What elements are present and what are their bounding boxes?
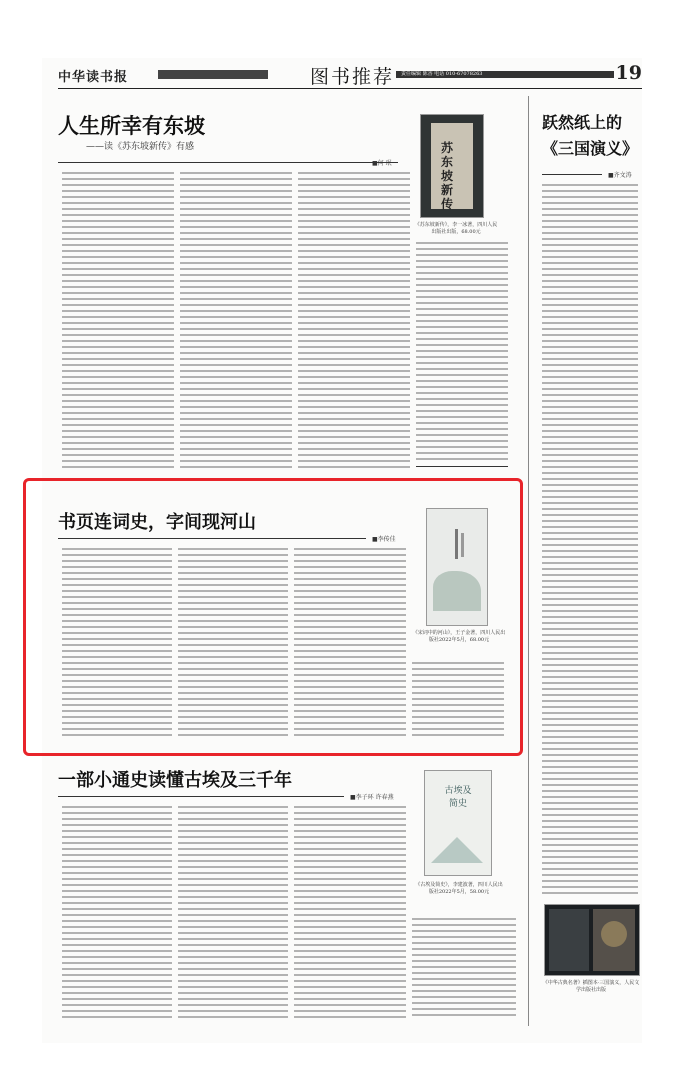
byline-rule (58, 162, 398, 163)
book-caption: 《中华古典名著》插图本·三国演义，人民文学出版社出版 (542, 980, 640, 993)
article-text-column (62, 548, 172, 738)
byline-rule (58, 538, 366, 539)
byline-rule (58, 796, 344, 797)
article-text-column (294, 548, 406, 738)
book-cover-title: 古埃及简史 (444, 786, 472, 809)
article-byline: ■何 珉 (372, 160, 392, 167)
sidebar-title: 跃然纸上的 (542, 113, 623, 132)
newspaper-logo: 中华读书报 (58, 70, 129, 85)
header-decor-bar (158, 70, 268, 79)
article-text-column (294, 806, 406, 1018)
header-underline (58, 88, 642, 89)
book-caption: 《苏东坡新传》，李一冰著，四川人民出版社出版，68.00元 (414, 222, 498, 235)
sidebar-byline: ■齐文涛 (608, 172, 632, 179)
article-text-column (178, 548, 288, 738)
header-meta: 责任编辑 陈香 电话 010-67078263 (401, 71, 483, 77)
article-end-rule (416, 466, 508, 467)
book-caption: 《宋词中的河山》，王子金著，四川人民出版社2022年5月，68.00元 (412, 630, 506, 643)
book-cover-image (426, 508, 488, 626)
book-caption: 《古埃及简史》，李建波著，四川人民出版社2022年5月，58.00元 (415, 882, 503, 895)
book-cover-title: 苏东坡新传 (441, 141, 454, 211)
book-cover-image (424, 770, 492, 876)
sidebar-title: 《三国演义》 (542, 139, 639, 158)
article-byline: ■李传佳 (372, 536, 396, 543)
article-text-column (62, 806, 172, 1018)
section-title: 图书推荐 (310, 66, 395, 88)
column-divider (528, 96, 529, 1026)
article-title: 一部小通史读懂古埃及三千年 (58, 770, 292, 791)
article-text-column (62, 172, 174, 472)
book-set-image (544, 904, 640, 976)
book-cover-image (420, 114, 484, 218)
sidebar-text-column (542, 184, 638, 894)
article-title: 人生所幸有东坡 (58, 113, 205, 138)
article-text-column (412, 918, 516, 1018)
article-text-column (298, 172, 410, 472)
article-text-column (180, 172, 292, 472)
article-subtitle: ——读《苏东坡新传》有感 (86, 142, 195, 152)
article-title: 书页连词史，字间现河山 (58, 512, 256, 533)
article-byline: ■李子环 许春燕 (350, 794, 394, 801)
article-text-column (412, 662, 504, 738)
page-number: 19 (615, 62, 642, 84)
page-header (58, 64, 642, 86)
byline-rule (542, 174, 602, 175)
article-text-column (416, 242, 508, 464)
article-text-column (178, 806, 288, 1018)
